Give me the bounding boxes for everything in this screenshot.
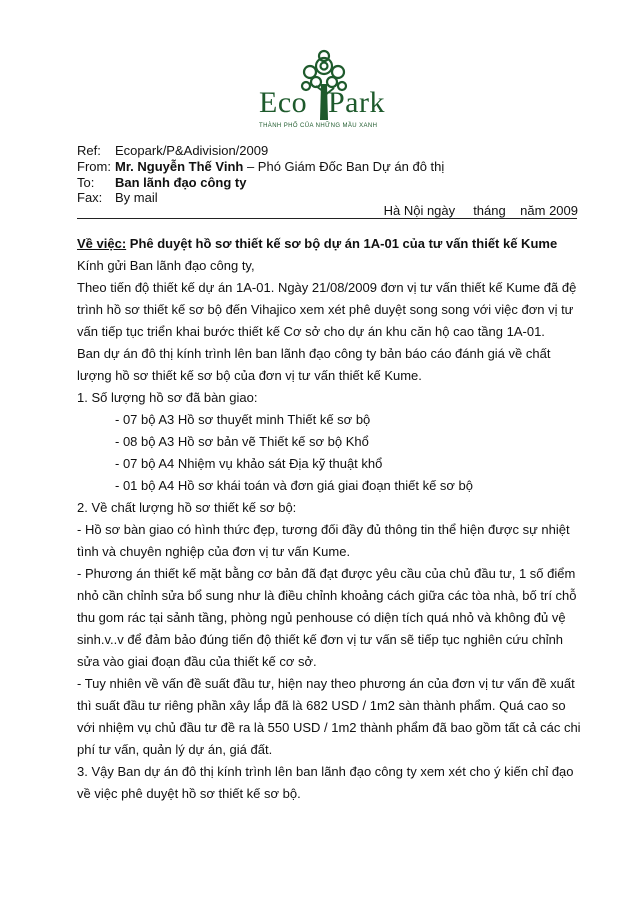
logo-word-eco: Eco	[259, 86, 308, 119]
fax-line	[77, 190, 158, 206]
ecopark-logo	[248, 48, 400, 134]
body-line: Ban dự án đô thị kính trình lên ban lãnh đạo công ty bản báo cáo đánh giá về chất	[77, 346, 551, 361]
ref-line	[77, 143, 268, 159]
body-line: nhỏ cần chỉnh sửa bổ sung như là điều chỉnh khoảng cách giữa các tòa nhà, bố trí chỗ	[77, 588, 577, 603]
from-title: – Phó Giám Đốc Ban Dự án đô thị	[243, 159, 445, 174]
body-line: sửa vào giai đoạn đầu của thiết kế cơ sở.	[77, 654, 317, 669]
from-name: Mr. Nguyễn Thế Vinh	[115, 159, 244, 174]
logo-tagline: THÀNH PHỐ CỦA NHỮNG MẦU XANH	[259, 123, 378, 129]
body-line: phí tư vấn, quản lý dự án, giá đất.	[77, 742, 273, 757]
body-line: vấn tiếp tục triển khai bước thiết kế Cơ sở cho dự án khu căn hộ cao tầng 1A-01.	[77, 324, 545, 339]
to-line	[77, 175, 246, 191]
list-item: - 07 bộ A3 Hồ sơ thuyết minh Thiết kế sơ bộ	[115, 412, 371, 427]
subject-label: Về việc:	[77, 236, 127, 251]
to-value: Ban lãnh đạo công ty	[115, 175, 247, 190]
body-line: về việc phê duyệt hồ sơ thiết kế sơ bộ.	[77, 786, 301, 801]
list-item: - 08 bộ A3 Hồ sơ bản vẽ Thiết kế sơ bộ Khổ	[115, 434, 369, 449]
body-line: - Tuy nhiên về vấn đề suất đầu tư, hiện nay theo phương án của đơn vị tư vấn đề xuất	[77, 676, 575, 691]
body-line: sinh.v..v để đảm bảo đúng tiến độ thiết kế đơn vị tư vấn sẽ tiếp tục nghiên cứu chỉnh	[77, 632, 564, 647]
ref-label: Ref:	[77, 143, 101, 158]
body-line: thu gom rác tại sảnh tầng, phòng ngủ penhouse có diện tích quá nhỏ và không đủ vệ	[77, 610, 566, 625]
logo-word-park: Park	[328, 86, 385, 119]
body-line: - Phương án thiết kế mặt bằng cơ bản đã đạt được yêu cầu của chủ đầu tư, 1 số điểm	[77, 566, 576, 581]
section-heading: 1. Số lượng hồ sơ đã bàn giao:	[77, 390, 258, 405]
section-heading: 2. Về chất lượng hồ sơ thiết kế sơ bộ:	[77, 500, 297, 515]
subject-text: Phê duyệt hồ sơ thiết kế sơ bộ dự án 1A-01 của tư vấn thiết kế Kume	[126, 236, 558, 251]
subject-line	[77, 236, 579, 252]
body-line: - Hồ sơ bàn giao có hình thức đẹp, tương đối đầy đủ thông tin thể hiện được sự nhiệt	[77, 522, 570, 537]
body-line: tình và chuyên nghiệp của đơn vị tư vấn Kume.	[77, 544, 351, 559]
body-line: lượng hồ sơ thiết kế sơ bộ của đơn vị tư vấn thiết kế Kume.	[77, 368, 422, 383]
header-divider	[77, 218, 577, 219]
body-line: Theo tiến độ thiết kế dự án 1A-01. Ngày 21/08/2009 đơn vị tư vấn thiết kế Kume đã đệ	[77, 280, 577, 295]
date-line: Hà Nội ngày tháng năm 2009	[383, 203, 578, 218]
body-line: với nhiệm vụ chủ đầu tư đề ra là 550 USD / 1m2 thành phẩm đã bao gồm tất cả các chi	[77, 720, 581, 735]
from-label: From:	[77, 159, 111, 174]
list-item: - 07 bộ A4 Nhiệm vụ khảo sát Địa kỹ thuật khổ	[115, 456, 383, 471]
ref-value: Ecopark/P&Adivision/2009	[115, 143, 269, 158]
body-line: Kính gửi Ban lãnh đạo công ty,	[77, 258, 255, 273]
from-line	[77, 159, 444, 175]
fax-value: By mail	[115, 190, 158, 205]
body-line: thì suất đầu tư riêng phần xây lắp đã là 682 USD / 1m2 sàn thành phẩm. Quá cao so	[77, 698, 566, 713]
section-heading: 3. Vậy Ban dự án đô thị kính trình lên ban lãnh đạo công ty xem xét cho ý kiến chỉ đạo	[77, 764, 574, 779]
list-item: - 01 bộ A4 Hồ sơ khái toán và đơn giá giai đoạn thiết kế sơ bộ	[115, 478, 474, 493]
to-label: To:	[77, 175, 95, 190]
fax-label: Fax:	[77, 190, 103, 205]
body-line: trình hồ sơ thiết kế sơ bộ đến Vihajico xem xét phê duyệt song song với việc đơn vị tư	[77, 302, 574, 317]
